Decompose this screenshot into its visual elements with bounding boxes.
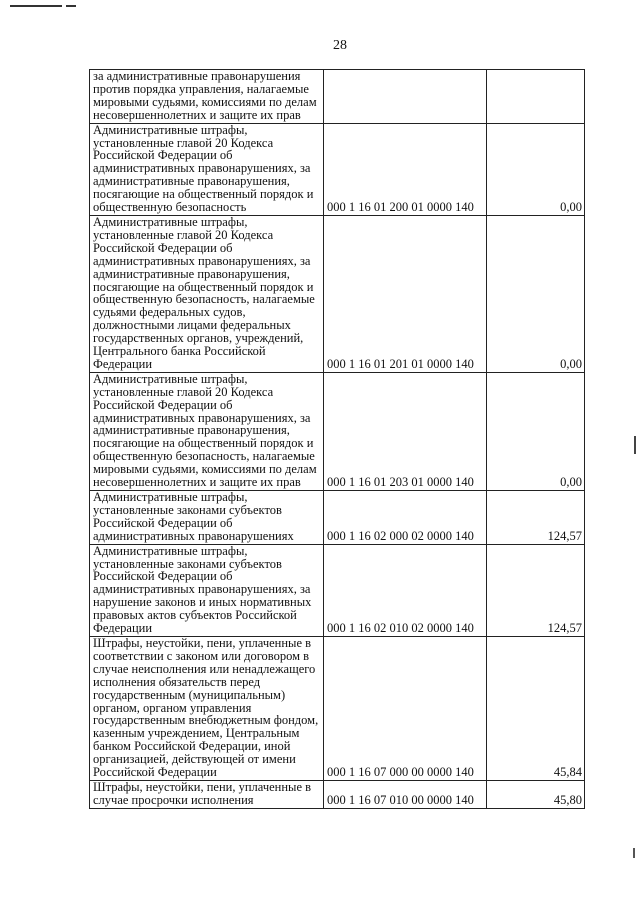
row-amount: 45,84 [487,636,585,780]
row-amount: 124,57 [487,491,585,545]
row-code [324,70,487,124]
table-row [90,491,585,545]
row-code: 000 1 16 07 000 00 0000 140 [324,636,487,780]
table-row [90,70,585,124]
row-amount: 45,80 [487,780,585,808]
row-code: 000 1 16 02 000 02 0000 140 [324,491,487,545]
row-amount: 0,00 [487,215,585,372]
row-description: Административные штрафы, установленные главой 20 Кодекса Российской Федерации об административных правонарушениях, за административные правонарушения, посягающие на общественный порядок и общественную безопасность [90,123,324,215]
row-amount: 124,57 [487,544,585,636]
revenue-table [89,69,585,809]
table-row [90,123,585,215]
row-description: за административные правонарушения против порядка управления, налагаемые мировыми судьями, комиссиями по делам несовершеннолетних и защите их прав [90,70,324,124]
table-row [90,636,585,780]
scan-edge-mark [633,848,635,858]
row-description: Административные штрафы, установленные законами субъектов Российской Федерации об административных правонарушениях, за нарушение законов и иных нормативных правовых актов субъектов Российской Федерации [90,544,324,636]
row-code: 000 1 16 01 203 01 0000 140 [324,372,487,490]
scan-edge-mark [634,436,636,454]
table-row [90,372,585,490]
table-row [90,544,585,636]
row-description: Административные штрафы, установленные законами субъектов Российской Федерации об административных правонарушениях [90,491,324,545]
row-description: Штрафы, неустойки, пени, уплаченные в соответствии с законом или договором в случае неисполнения или ненадлежащего исполнения обязательств перед государственным (муниципальным) органом, органом управления государственным внебюджетным фондом, казенным учреждением, Центральным банком Российской Федерации, иной организацией, действующей от имени Российской Федерации [90,636,324,780]
table-row [90,215,585,372]
row-code: 000 1 16 01 200 01 0000 140 [324,123,487,215]
row-description: Административные штрафы, установленные главой 20 Кодекса Российской Федерации об административных правонарушениях, за административные правонарушения, посягающие на общественный порядок и общественную безопасность, налагаемые мировыми судьями, комиссиями по делам несовершеннолетних и защите их прав [90,372,324,490]
scan-edge-mark [66,5,76,7]
row-amount: 0,00 [487,372,585,490]
row-code: 000 1 16 02 010 02 0000 140 [324,544,487,636]
row-code: 000 1 16 07 010 00 0000 140 [324,780,487,808]
row-description: Административные штрафы, установленные главой 20 Кодекса Российской Федерации об административных правонарушениях, за административные правонарушения, посягающие на общественный порядок и общественную безопасность, налагаемые судьями федеральных судов, должностными лицами федеральных государственных органов, учреждений, Центрального банка Российской Федерации [90,215,324,372]
row-amount: 0,00 [487,123,585,215]
row-description: Штрафы, неустойки, пени, уплаченные в случае просрочки исполнения [90,780,324,808]
row-amount [487,70,585,124]
page-number: 28 [333,38,347,53]
scan-edge-mark [10,5,62,7]
row-code: 000 1 16 01 201 01 0000 140 [324,215,487,372]
table-row [90,780,585,808]
